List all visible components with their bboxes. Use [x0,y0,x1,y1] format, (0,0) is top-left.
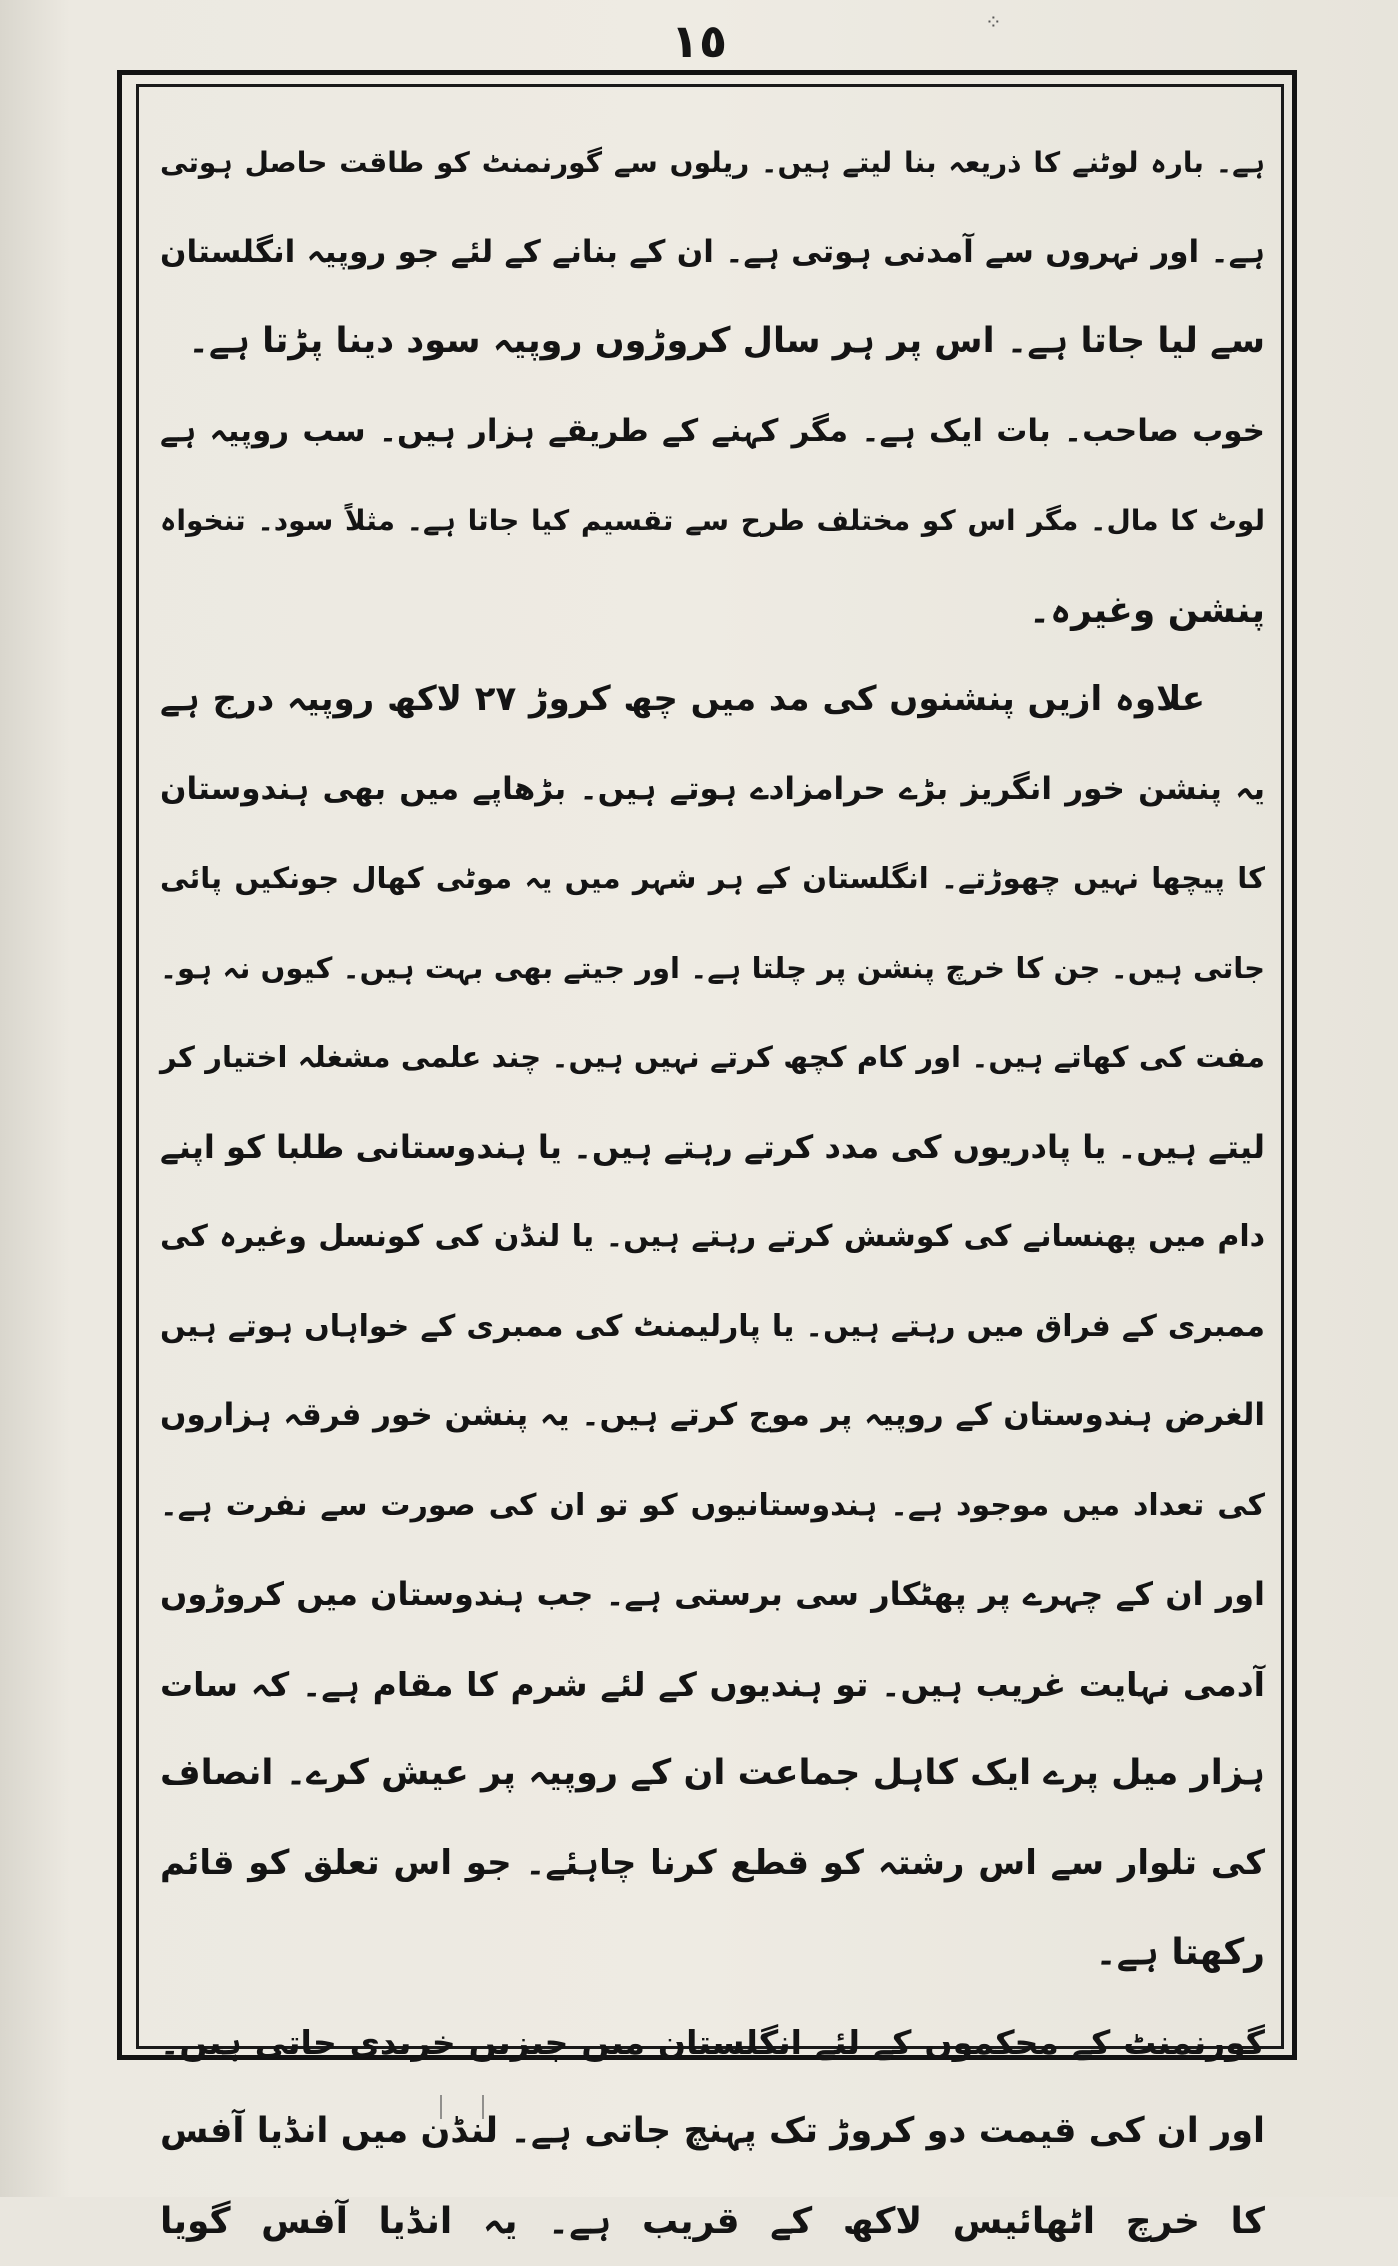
text-line: آدمی نہایت غریب ہیں۔ تو ہندیوں کے لئے شرم کا مقام ہے۔ کہ سات [150,1640,1275,1730]
text-line: مفت کی کھاتے ہیں۔ اور کام کچھ کرتے نہیں ہیں۔ چند علمی مشغلہ اختیار کر [150,1013,1275,1103]
text-line: کی تلوار سے اس رشتہ کو قطع کرنا چاہئے۔ جو اس تعلق کو قائم [150,1819,1275,1909]
text-line: کا خرچ اٹھائیس لاکھ کے قریب ہے۔ یہ انڈیا آفس گویا [150,2177,1275,2266]
text-line: اور ان کے چہرے پر پھٹکار سی برستی ہے۔ جب ہندوستان میں کروڑوں [150,1550,1275,1640]
text-line: جاتی ہیں۔ جن کا خرچ پنشن پر چلتا ہے۔ اور جیتے بھی بہت ہیں۔ کیوں نہ ہو۔ [150,924,1275,1014]
text-line: گورنمنٹ کے محکموں کے لئے انگلستان میں چیزیں خریدی جاتی ہیں۔ [150,1998,1275,2088]
text-line: ہزار میل پرے ایک کاہل جماعت ان کے روپیہ پر عیش کرے۔ انصاف [150,1729,1275,1819]
text-line: سے لیا جاتا ہے۔ اس پر ہر سال کروڑوں روپیہ سود دینا پڑتا ہے۔ [150,297,1275,387]
text-line: پنشن وغیرہ۔ [150,566,1275,656]
text-line: لیتے ہیں۔ یا پادریوں کی مدد کرتے رہتے ہیں۔ یا ہندوستانی طلبا کو اپنے [150,1103,1275,1193]
text-line: رکھتا ہے۔ [150,1908,1275,1998]
text-line: الغرض ہندوستان کے روپیہ پر موج کرتے ہیں۔ یہ پنشن خور فرقہ ہزاروں [150,1371,1275,1461]
text-line: یہ پنشن خور انگریز بڑے حرامزادے ہوتے ہیں۔ بڑھاپے میں بھی ہندوستان [150,745,1275,835]
text-line: لوٹ کا مال۔ مگر اس کو مختلف طرح سے تقسیم کیا جاتا ہے۔ مثلاً سود۔ تنخواہ [150,476,1275,566]
text-line: ہے۔ اور نہروں سے آمدنی ہوتی ہے۔ ان کے بنانے کے لئے جو روپیہ انگلستان [150,208,1275,298]
text-line: کا پیچھا نہیں چھوڑتے۔ انگلستان کے ہر شہر میں یہ موٹی کھال جونکیں پائی [150,834,1275,924]
page-body-text [150,118,1275,2028]
text-line: علاوہ ازیں پنشنوں کی مد میں چھ کروڑ ۲۷ لاکھ روپیہ درج ہے [150,655,1275,745]
text-line: خوب صاحب۔ بات ایک ہے۔ مگر کہنے کے طریقے ہزار ہیں۔ سب روپیہ ہے [150,387,1275,477]
text-line: اور ان کی قیمت دو کروڑ تک پہنچ جاتی ہے۔ لنڈن میں انڈیا آفس [150,2087,1275,2177]
text-line: دام میں پھنسانے کی کوشش کرتے رہتے ہیں۔ یا لنڈن کی کونسل وغیرہ کی [150,1192,1275,1282]
page-number: ١٥ [0,14,1398,68]
bottom-scan-mark [440,2095,484,2119]
text-line: کی تعداد میں موجود ہے۔ ہندوستانیوں کو تو ان کی صورت سے نفرت ہے۔ [150,1461,1275,1551]
text-line: ممبری کے فراق میں رہتے ہیں۔ یا پارلیمنٹ کی ممبری کے خواہاں ہوتے ہیں [150,1282,1275,1372]
text-line: ہے۔ بارہ لوٹنے کا ذریعہ بنا لیتے ہیں۔ ریلوں سے گورنمنٹ کو طاقت حاصل ہوتی [150,118,1275,208]
scan-speck: ⁘ [985,10,1002,34]
